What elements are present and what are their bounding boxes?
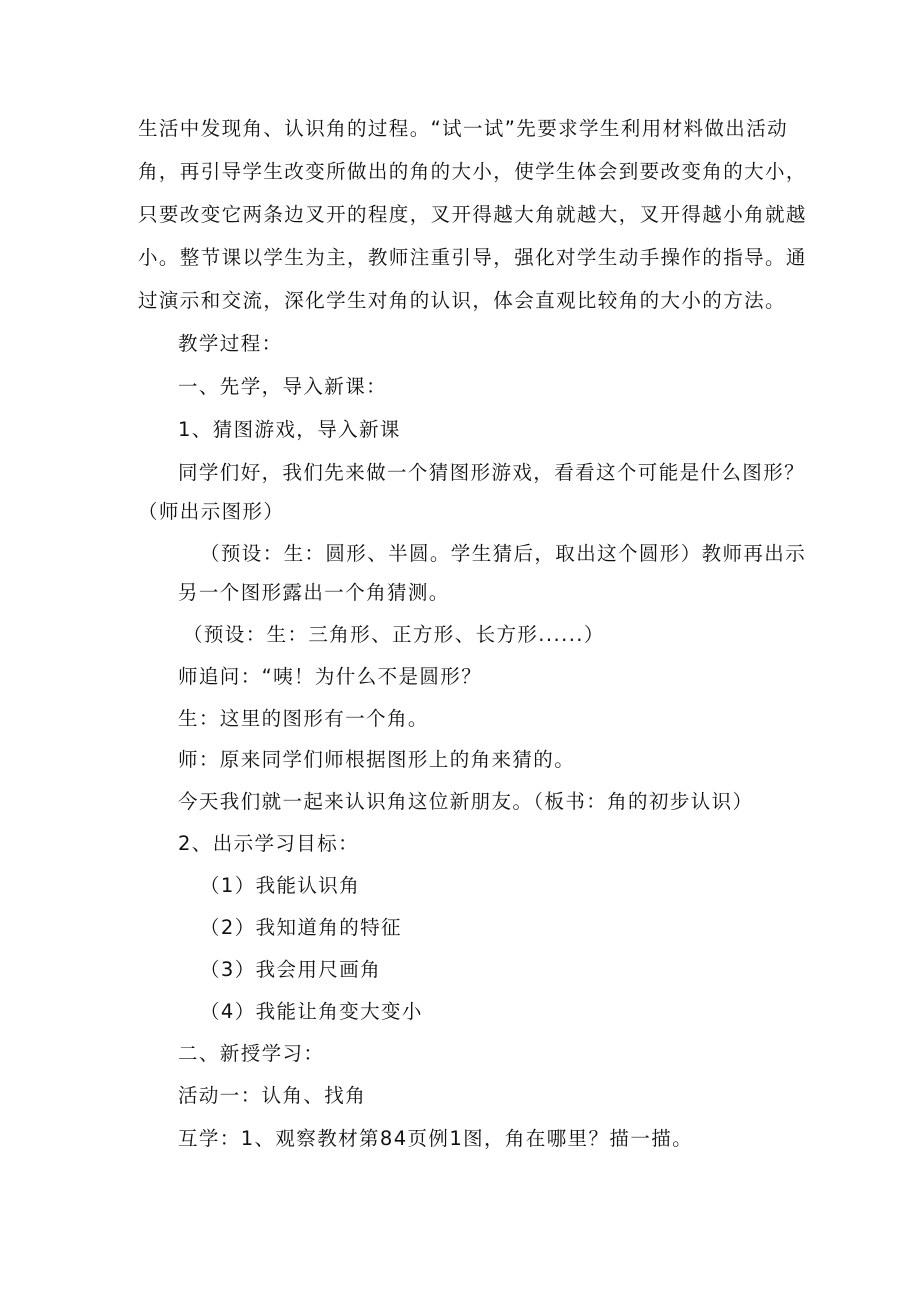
today-line: 今天我们就一起来认识角这位新朋友。（板书：角的初步认识） [178, 790, 754, 813]
activity1-heading: 活动一：认角、找角 [178, 1084, 367, 1107]
process-heading: 教学过程： [178, 332, 283, 355]
teacher-ask-line: 师追问：“咦！为什么不是圆形？ [178, 665, 483, 688]
goal-item-2: （2）我知道角的特征 [200, 916, 402, 939]
section2-heading: 二、新授学习： [178, 1042, 325, 1065]
intro-line-5: 过演示和交流，深化学生对角的认识，体会直观比较角的大小的方法。 [138, 289, 786, 312]
step1-line-1: 同学们好，我们先来做一个猜图形游戏，看看这个可能是什么图形？ [178, 461, 806, 484]
intro-line-1: 生活中发现角、认识角的过程。“试一试”先要求学生利用材料做出活动 [138, 117, 789, 140]
step1-heading: 1、猜图游戏，导入新课 [178, 418, 401, 441]
goal-item-1: （1）我能认识角 [200, 874, 361, 897]
section1-heading: 一、先学，导入新课： [178, 375, 388, 398]
goal-item-3: （3）我会用尺画角 [200, 958, 382, 981]
intro-line-3: 只要改变它两条边叉开的程度，叉开得越大角就越大，叉开得越小角就越 [138, 203, 807, 226]
teacher-say-line: 师：原来同学们师根据图形上的角来猜的。 [178, 748, 576, 771]
student-answer-line: 生：这里的图形有一个角。 [178, 707, 429, 730]
step1-line-2: （师出示图形） [138, 500, 285, 523]
goal-item-4: （4）我能让角变大变小 [200, 1000, 423, 1023]
intro-line-2: 角，再引导学生改变所做出的角的大小，使学生体会到要改变角的大小， [138, 160, 807, 183]
preset2-line: （预设：生：三角形、正方形、长方形......） [183, 623, 605, 646]
mutual-learning-line: 互学：1、观察教材第84页例1图，角在哪里？描一描。 [178, 1127, 694, 1150]
preset1-line-2: 另一个图形露出一个角猜测。 [178, 581, 450, 604]
intro-line-4: 小。整节课以学生为主，教师注重引导，强化对学生动手操作的指导。通 [138, 246, 807, 269]
preset1-line-1: （预设：生：圆形、半圆。学生猜后，取出这个圆形）教师再出示 [200, 542, 807, 565]
step2-heading: 2、出示学习目标： [178, 832, 360, 855]
